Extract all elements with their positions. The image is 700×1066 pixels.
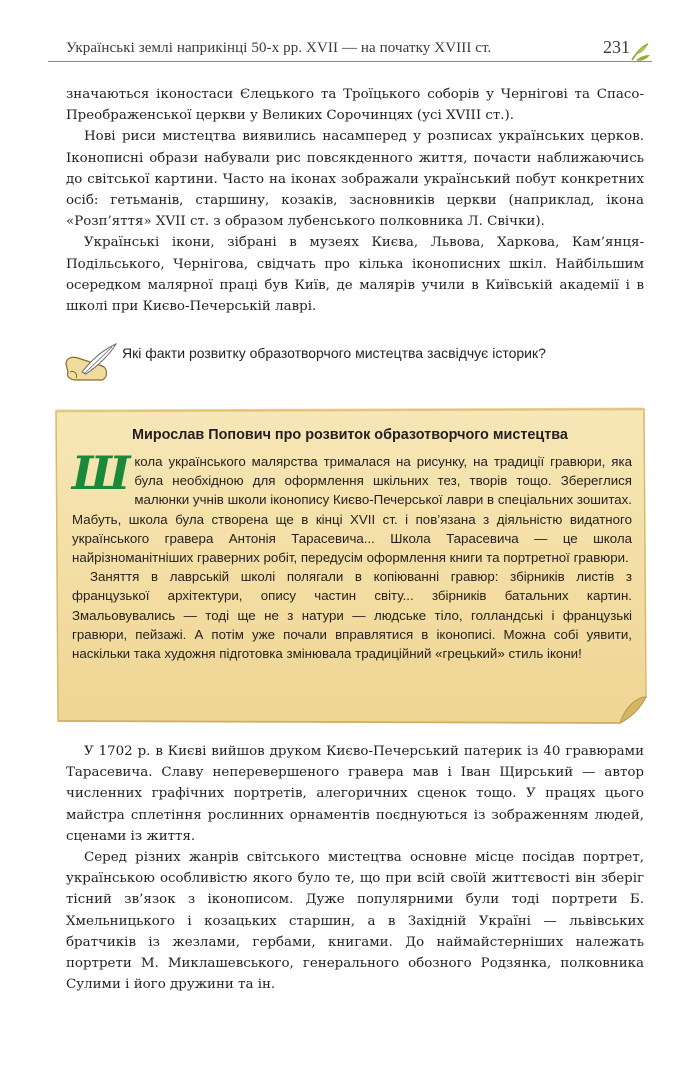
- source-text-block: [72, 446, 632, 663]
- source-document-box: [50, 405, 650, 727]
- page-number: 231: [603, 37, 630, 57]
- paragraph: Нові риси мистецтва виявились насамперед у розписах українських церков. Іконописні образи набували рис повсякденного життя, почасти наближаючись до світської картини. Часто на іконах зображали український побут конкретних осіб: гетьманів, старшину, козаків, засновників церкви (наприклад, ікона «Розп’яття» XVII ст. з образом лубенського полковника Л. Свічки).: [66, 129, 644, 230]
- source-title: Мирослав Попович про розвиток образотворчого мистецтва: [132, 427, 568, 443]
- source-paragraph-text: кола українського малярства трималася на рисунку, на традиції гравюри, яка була необхідною для оформлення шкільних тез, творів тощо. Збереглися малюнки учнів школи іконопису Києво-Печерської лаври в спеціальних зошитах. Мабуть, школа була створена ще в кінці XVII ст. і пов’язана з діяльністю видатного українського гравера Антонія Тарасевича... Школа Тарасевича — це школа найрізноманітніших граверних робіт, передусім оформлення книги та портретної гравюри.: [72, 454, 632, 566]
- paragraph: Серед різних жанрів світського мистецтва основне місце посідав портрет, українською особливістю якого було те, що при всій своїй життєвості він зберіг тісний зв’язок з іконописом. Дуже популярними були тоді портрети Б. Хмельницького і козацьких старшин, а в Західній Україні — львівських братчиків із жезлами, гербами, книгами. До наймайстерніших належать портрети М. Миклашевського, генерального обозного Родзянка, полковника Сулими і його дружини та ін.: [66, 850, 644, 993]
- running-title: Українські землі наприкінці 50-х рр. XVII — на початку XVIII ст.: [66, 40, 492, 56]
- source-paragraph: [72, 446, 632, 567]
- bottom-text-block: [66, 741, 644, 995]
- paragraph: Українські ікони, зібрані в музеях Києва, Львова, Харкова, Кам’янця-Подільського, Чернігова, свідчать про кілька іконописних шкіл. Найбільшим осередком малярної праці був Київ, де малярів учили в Київській академії і в школі при Києво-Печерській лаврі.: [66, 235, 644, 315]
- question-text: Які факти розвитку образотворчого мистецтва засвідчує історик?: [122, 345, 546, 361]
- question-block: [62, 342, 662, 386]
- top-text-block: [66, 84, 644, 317]
- source-paragraph: Заняття в лаврській школі полягали в копіюванні гравюр: збірників листів з французької архітектури, опису частин світу... збірників батальних картин. Змальовувались — тоді ще не з натури — людське тіло, голландські і французькі гравюри, пейзажі. А потім уже почали вправлятися в іконописі. Можна собі уявити, наскільки така художня підготовка змінювала традиційний «грецький» стиль ікони!: [72, 569, 632, 662]
- paragraph: значаються іконостаси Єлецького та Троїцького соборів у Чернігові та Спасо-Преображенської церкви у Великих Сорочинцях (усі XVIII ст.).: [66, 87, 644, 124]
- page-header: [48, 34, 652, 64]
- dropcap-letter: Ш: [72, 446, 131, 500]
- header-rule: [48, 61, 652, 62]
- quill-scroll-icon: [62, 342, 118, 386]
- paragraph: У 1702 р. в Києві вийшов друком Києво-Печерський патерик із 40 гравюрами Тарасевича. Славу неперевершеного гравера мав і Іван Щирський — автор численних графічних портретів, алегоричних сценок тощо. У працях цього майстра сплетіння рослинних орнаментів поєднуються із зображенням людей, сценами із життя.: [66, 744, 644, 844]
